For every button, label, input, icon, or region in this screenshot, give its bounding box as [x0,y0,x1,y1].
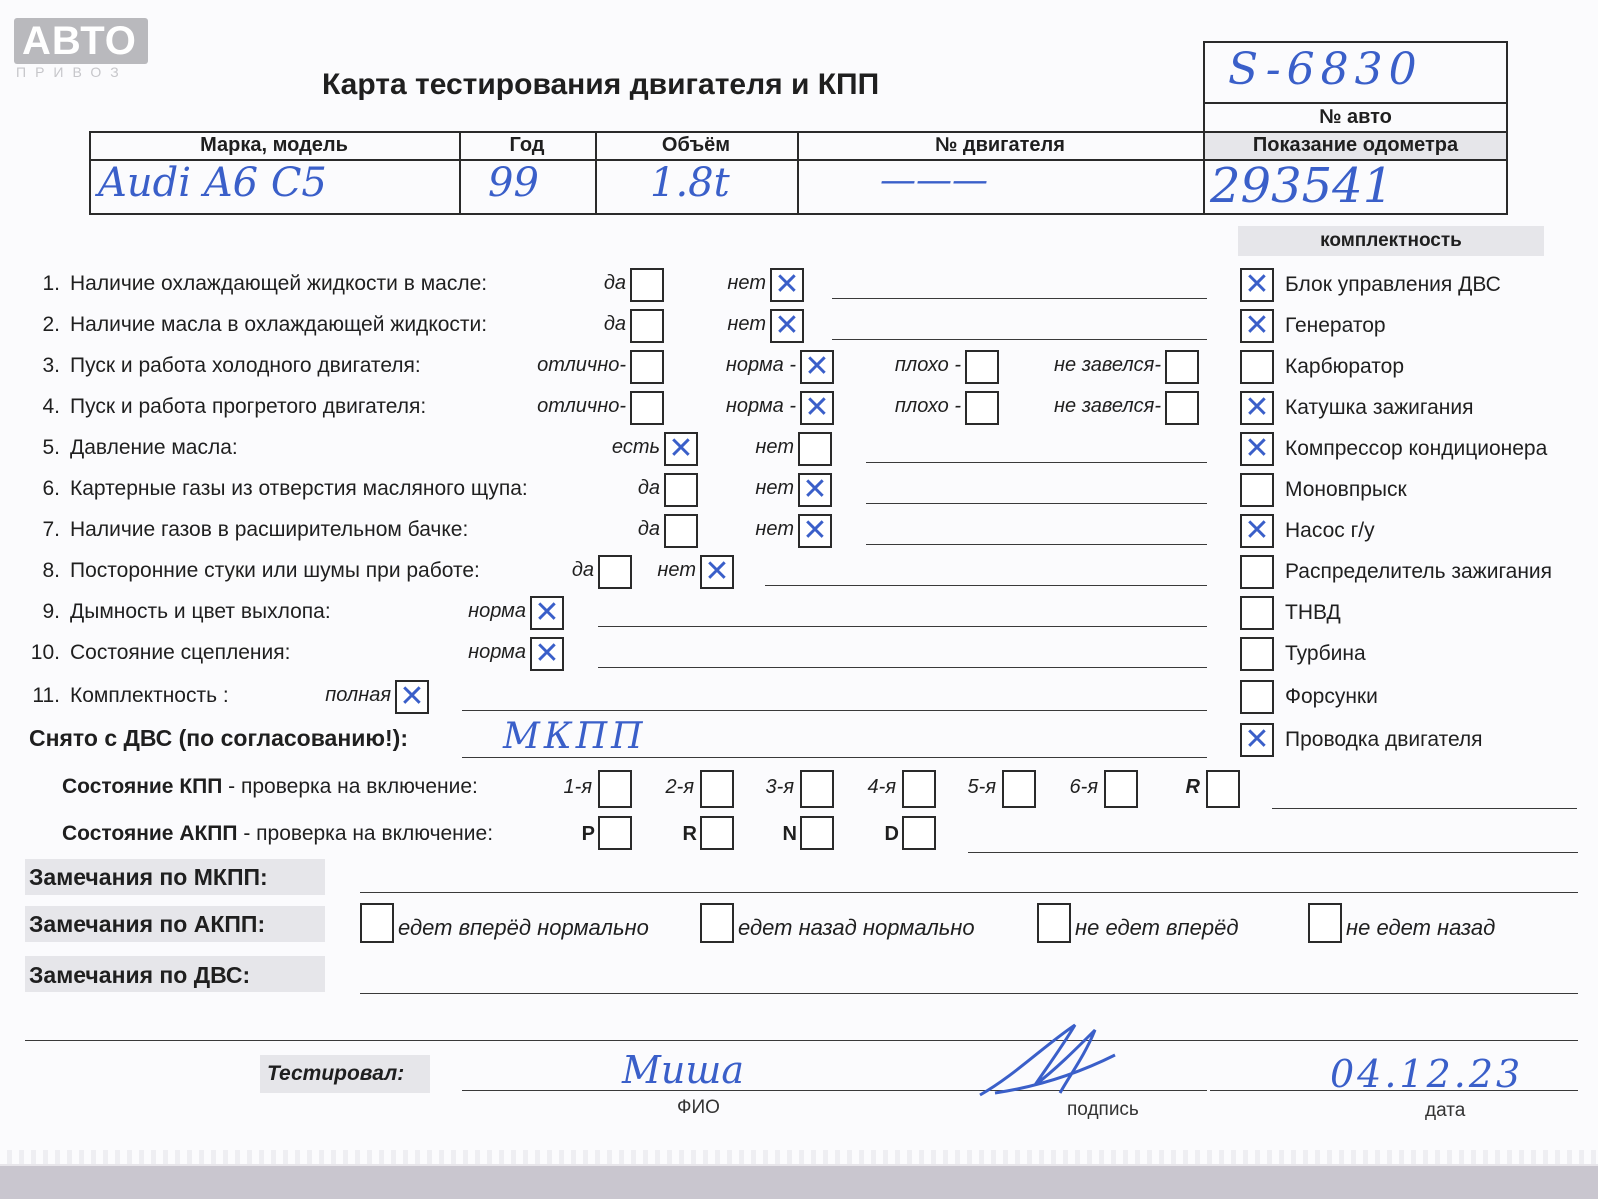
option-checkbox[interactable] [530,596,564,630]
check-number: 6. [42,477,60,500]
option-label: нет [727,313,766,335]
check-text: Комплектность : [70,684,229,707]
check-text: Наличие газов в расширительном бачке: [70,518,469,541]
kpp-gear-label: 4-я [867,776,896,798]
kit-label: Компрессор кондиционера [1285,437,1548,460]
check-line [866,503,1207,504]
kit-checkbox[interactable] [1240,596,1274,630]
check-question [28,313,487,337]
option-checkbox[interactable] [395,680,429,714]
kpp-gear-label: R [1185,776,1200,798]
kpp-gear-checkbox[interactable] [1104,770,1138,808]
option-checkbox[interactable] [1165,350,1199,384]
kpp-label-bold: Состояние КПП [62,775,223,798]
option-label: нет [755,477,794,499]
logo-text: АВТО [22,19,137,63]
sign-caption: подпись [1067,1099,1139,1120]
option-checkbox[interactable] [965,350,999,384]
kpp-line [1272,808,1577,809]
engine-no-header: № двигателя [935,134,1065,156]
auto-number-value: S-6830 [1228,44,1423,95]
option-label: плохо - [894,354,961,376]
option-label: не завелся- [1054,354,1161,376]
akpp-gear-label: P [581,823,595,845]
kit-checkbox[interactable] [1240,350,1274,384]
kpp-gear-checkbox[interactable] [800,770,834,808]
year-value: 99 [488,160,539,206]
option-checkbox[interactable] [770,268,804,302]
kpp-label [62,775,478,799]
akpp-label-rest: - проверка на включение: [237,822,494,845]
check-number: 1. [42,272,60,295]
option-checkbox[interactable] [630,268,664,302]
option-label: да [637,518,660,540]
kit-label: Форсунки [1285,685,1378,708]
kpp-gear-label: 6-я [1069,776,1098,798]
check-number: 10. [30,641,60,664]
option-checkbox[interactable] [965,391,999,425]
check-question [28,641,290,665]
signature-scribble [975,1015,1125,1105]
kpp-gear-label: 1-я [563,776,592,798]
option-label: нет [755,436,794,458]
check-line [598,626,1207,627]
odometer-header: Показание одометра [1252,134,1459,156]
akpp-remark-checkbox[interactable] [700,903,734,943]
engine-no-value: ——— [880,160,988,201]
kit-checkbox[interactable] [1240,555,1274,589]
option-checkbox[interactable] [800,391,834,425]
check-text: Дымность и цвет выхлопа: [70,600,331,623]
option-label: норма - [725,395,796,417]
kit-checkbox[interactable] [1240,391,1274,425]
check-line [866,462,1207,463]
akpp-gear-label: R [682,823,697,845]
option-label: есть [611,436,660,458]
remarks-dvs-label: Замечания по ДВС: [29,962,251,988]
check-question [28,436,238,460]
akpp-label-bold: Состояние АКПП [62,822,238,845]
check-number: 7. [42,518,60,541]
logo-subtext: ПРИВОЗ [16,64,128,80]
remarks-mkpp-label: Замечания по МКПП: [29,864,268,890]
kit-checkbox[interactable] [1240,309,1274,343]
check-line [598,667,1207,668]
kit-label: Моновпрыск [1285,478,1407,501]
check-text: Давление масла: [70,436,238,459]
option-checkbox[interactable] [700,555,734,589]
removed-line [462,757,1207,758]
check-text: Картерные газы из отверстия масляного щупа: [70,477,528,500]
date-caption: дата [1425,1100,1466,1121]
akpp-gear-checkbox[interactable] [700,816,734,850]
kit-checkbox[interactable] [1240,637,1274,671]
check-number: 8. [42,559,60,582]
option-checkbox[interactable] [530,637,564,671]
option-checkbox[interactable] [598,555,632,589]
check-question [28,600,331,624]
option-label: нет [755,518,794,540]
kit-label: Распределитель зажигания [1285,560,1553,583]
remarks-dvs-line [360,993,1578,994]
check-number: 5. [42,436,60,459]
option-label: отлично- [537,354,626,376]
kpp-gear-checkbox[interactable] [598,770,632,808]
akpp-gear-checkbox[interactable] [800,816,834,850]
check-line [866,544,1207,545]
check-question [28,518,468,542]
check-line [462,710,1207,711]
remarks-dvs-line-2 [25,1040,1578,1041]
kit-label: Проводка двигателя [1285,728,1483,751]
kit-checkbox[interactable] [1240,514,1274,548]
model-value: Audi A6 C5 [98,160,327,206]
tester-name: Миша [622,1048,745,1092]
akpp-remark-checkbox[interactable] [1037,903,1071,943]
check-line [832,298,1207,299]
option-label: нет [727,272,766,294]
akpp-gear-checkbox[interactable] [598,816,632,850]
kpp-gear-checkbox[interactable] [700,770,734,808]
option-label: норма [468,641,526,663]
option-label: полная [325,684,391,706]
option-label: норма - [725,354,796,376]
option-checkbox[interactable] [630,350,664,384]
remarks-mkpp-line [360,892,1578,893]
option-label: да [571,559,594,581]
volume-header: Объём [661,134,731,156]
kpp-gear-label: 2-я [665,776,694,798]
akpp-line [968,852,1578,853]
option-checkbox[interactable] [798,432,832,466]
year-header: Год [509,134,545,156]
check-number: 9. [42,600,60,623]
option-checkbox[interactable] [798,473,832,507]
option-checkbox[interactable] [664,432,698,466]
option-checkbox[interactable] [630,309,664,343]
kit-label: Катушка зажигания [1285,396,1474,419]
akpp-label [62,822,493,846]
tested-label: Тестировал: [267,1062,405,1085]
option-label: да [603,272,626,294]
option-checkbox[interactable] [630,391,664,425]
check-line [832,339,1207,340]
option-checkbox[interactable] [770,309,804,343]
check-text: Посторонние стуки или шумы при работе: [70,559,480,582]
model-header: Марка, модель [200,134,348,156]
check-number: 11. [32,684,60,707]
auto-number-label: № авто [1319,106,1392,128]
kit-heading: комплектность [1320,230,1462,251]
kpp-gear-label: 3-я [765,776,794,798]
akpp-remark-checkbox[interactable] [360,903,394,943]
kit-checkbox[interactable] [1240,680,1274,714]
check-question [28,395,426,419]
kpp-gear-checkbox[interactable] [1002,770,1036,808]
kit-label: Карбюратор [1285,355,1405,378]
check-question [28,354,421,378]
check-text: Наличие охлаждающей жидкости в масле: [70,272,488,295]
kit-label: Генератор [1285,314,1386,337]
option-label: норма [468,600,526,622]
name-caption: ФИО [677,1097,720,1118]
kit-label: ТНВД [1285,601,1341,624]
removed-label: Снято с ДВС (по согласованию!): [29,725,408,751]
odometer-value: 293541 [1210,158,1394,214]
kit-label: Турбина [1285,642,1366,665]
option-label: отлично- [537,395,626,417]
removed-value: МКПП [503,716,647,757]
option-label: плохо - [894,395,961,417]
akpp-remark-label: едет назад нормально [738,915,975,940]
kpp-gear-checkbox[interactable] [902,770,936,808]
akpp-gear-label: N [782,823,797,845]
akpp-remark-label: не едет назад [1346,915,1496,940]
akpp-remark-label: едет вперёд нормально [398,915,649,940]
option-label: да [637,477,660,499]
check-text: Наличие масла в охлаждающей жидкости: [70,313,488,336]
akpp-gear-checkbox[interactable] [902,816,936,850]
option-checkbox[interactable] [1165,391,1199,425]
option-checkbox[interactable] [800,350,834,384]
check-text: Состояние сцепления: [70,641,291,664]
option-checkbox[interactable] [664,514,698,548]
check-line [765,585,1207,586]
page-title: Карта тестирования двигателя и КПП [322,68,880,101]
check-question [28,272,487,296]
option-label: нет [657,559,696,581]
akpp-gear-label: D [884,823,899,845]
akpp-remark-checkbox[interactable] [1308,903,1342,943]
kpp-gear-checkbox[interactable] [1206,770,1240,808]
check-question [28,477,528,501]
option-checkbox[interactable] [798,514,832,548]
check-text: Пуск и работа холодного двигателя: [70,354,421,377]
check-question [28,684,229,708]
remarks-akpp-label: Замечания по АКПП: [29,911,266,937]
check-text: Пуск и работа прогретого двигателя: [70,395,427,418]
volume-value: 1.8t [650,160,730,206]
option-checkbox[interactable] [664,473,698,507]
option-label: не завелся- [1054,395,1161,417]
check-number: 2. [42,313,60,336]
kit-label: Насос г/у [1285,519,1375,542]
test-date: 04.12.23 [1330,1052,1524,1096]
check-question [28,559,480,583]
auto-divider [1203,102,1508,104]
torn-edge [0,1150,1598,1164]
kpp-gear-label: 5-я [967,776,996,798]
akpp-remark-label: не едет вперёд [1075,915,1239,940]
check-number: 4. [42,395,60,418]
kit-label: Блок управления ДВС [1285,273,1501,296]
option-label: да [603,313,626,335]
kpp-label-rest: - проверка на включение: [222,775,478,798]
kit-checkbox[interactable] [1240,723,1274,757]
kit-checkbox[interactable] [1240,268,1274,302]
kit-checkbox[interactable] [1240,473,1274,507]
kit-checkbox[interactable] [1240,432,1274,466]
check-number: 3. [42,354,60,377]
